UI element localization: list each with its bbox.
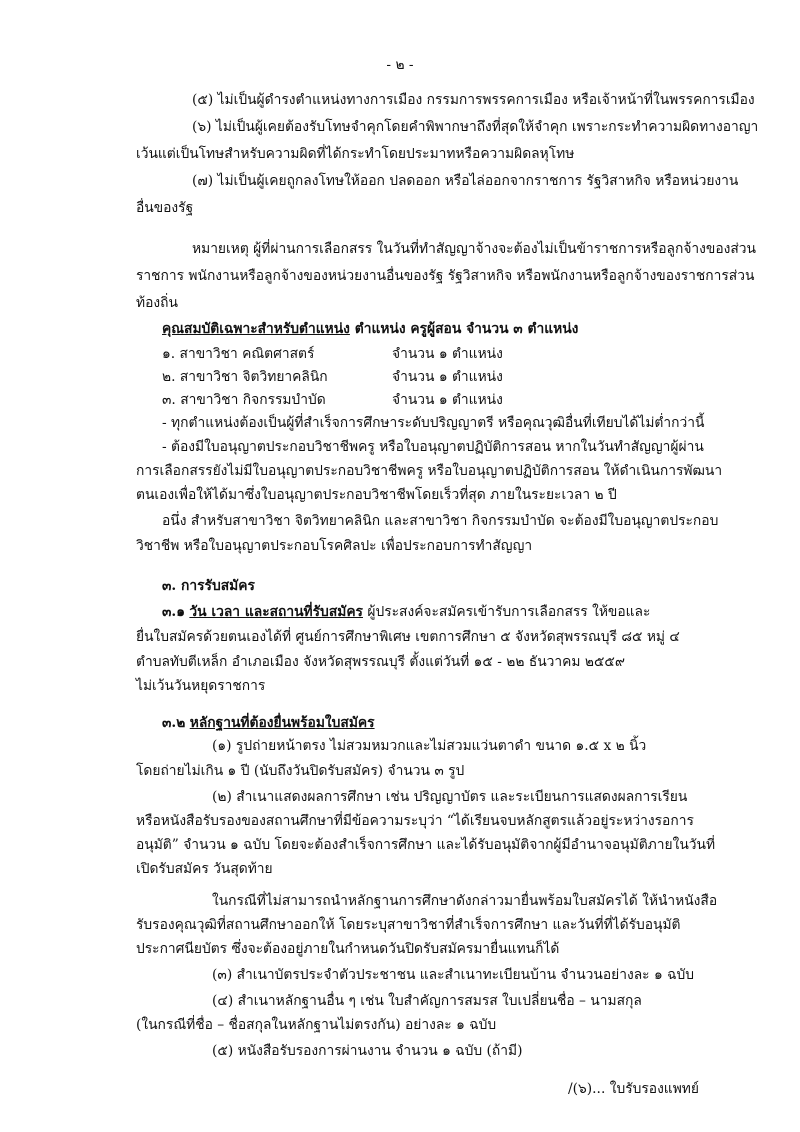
subject-name: ๓. สาขาวิชา กิจกรรมบำบัด <box>162 392 326 408</box>
specific-qualification-heading <box>162 320 578 338</box>
document-item-2-line-1: (๒) สำเนาแสดงผลการศึกษา เช่น ปริญญาบัตร และระเบียนการแสดงผลการเรียน <box>212 789 688 805</box>
subject-count: จำนวน ๑ ตำแหน่ง <box>392 346 503 362</box>
section-3-1-title: วัน เวลา และสถานที่รับสมัคร <box>189 604 363 620</box>
document-item-2-line-3: อนุมัติ” จำนวน ๑ ฉบับ โดยจะต้องสำเร็จการศึกษา และได้รับอนุมัติจากผู้มีอำนาจอนุมัติภายในวันที่ <box>136 837 716 853</box>
continuation-marker: /(๖)... ใบรับรองแพทย์ <box>568 1081 699 1097</box>
qualification-item-6-line-1: (๖) ไม่เป็นผู้เคยต้องรับโทษจำคุกโดยคำพิพากษาถึงที่สุดให้จำคุก เพราะกระทำความผิดทางอาญา <box>192 119 759 135</box>
remark-line-2: ราชการ พนักงานหรือลูกจ้างของหน่วยงานอื่นของรัฐ รัฐวิสาหกิจ หรือพนักงานหรือลูกจ้างของราชการส่วน <box>136 268 755 284</box>
case-note-line-1: ในกรณีที่ไม่สามารถนำหลักฐานการศึกษาดังกล่าวมายื่นพร้อมใบสมัครได้ ให้นำหนังสือ <box>212 893 718 909</box>
requirement-bullet-1: - ทุกตำแหน่งต้องเป็นผู้ที่สำเร็จการศึกษาระดับปริญญาตรี หรือคุณวุฒิอื่นที่เทียบได้ไม่ต่ำกว่านี้ <box>162 415 705 431</box>
section-3-1-line-2: ยื่นใบสมัครด้วยตนเองได้ที่ ศูนย์การศึกษาพิเศษ เขตการศึกษา ๕ จังหวัดสุพรรณบุรี ๘๕ หมู่ ๔ <box>136 629 680 645</box>
requirement-bullet-2-line-2: การเลือกสรรยังไม่มีใบอนุญาตประกอบวิชาชีพครู หรือใบอนุญาตปฏิบัติการสอน ให้ดำเนินการพัฒนา <box>136 463 723 479</box>
page-number: - ๒ - <box>386 57 414 73</box>
qualification-item-5: (๕) ไม่เป็นผู้ดำรงตำแหน่งทางการเมือง กรรมการพรรคการเมือง หรือเจ้าหน้าที่ในพรรคการเมือง <box>192 92 755 108</box>
subject-count: จำนวน ๑ ตำแหน่ง <box>392 369 503 385</box>
requirement-bullet-2-line-1: - ต้องมีใบอนุญาตประกอบวิชาชีพครู หรือใบอนุญาตปฏิบัติการสอน หากในวันทำสัญญาผู้ผ่าน <box>162 439 704 455</box>
subject-name: ๒. สาขาวิชา จิตวิทยาคลินิก <box>162 369 328 385</box>
requirement-bullet-2-line-3: ตนเองเพื่อให้ได้มาซึ่งใบอนุญาตประกอบวิชาชีพโดยเร็วที่สุด ภายในระยะเวลา ๒ ปี <box>136 487 617 503</box>
document-item-5: (๕) หนังสือรับรองการผ่านงาน จำนวน ๑ ฉบับ (ถ้ามี) <box>212 1043 523 1059</box>
subject-name: ๑. สาขาวิชา คณิตศาสตร์ <box>162 346 315 362</box>
license-note-line-2: วิชาชีพ หรือใบอนุญาตประกอบโรคศิลปะ เพื่อประกอบการทำสัญญา <box>136 538 533 554</box>
section-3-1-line-4: ไม่เว้นวันหยุดราชการ <box>136 678 266 694</box>
application-section-heading: ๓. การรับสมัคร <box>162 578 255 594</box>
case-note-line-3: ประกาศนียบัตร ซึ่งจะต้องอยู่ภายในกำหนดวันปิดรับสมัครมายื่นแทนก็ได้ <box>136 941 560 957</box>
section-3-1-text: ผู้ประสงค์จะสมัครเข้ารับการเลือกสรร ให้ขอและ <box>367 604 651 620</box>
section-3-1-line-1 <box>162 603 650 621</box>
document-item-2-line-2: หรือหนังสือรับรองของสถานศึกษาที่มีข้อความระบุว่า “ได้เรียนจบหลักสูตรแล้วอยู่ระหว่างรอการ <box>136 813 694 829</box>
subject-count: จำนวน ๑ ตำแหน่ง <box>392 392 503 408</box>
qualification-item-6-line-2: เว้นแต่เป็นโทษสำหรับความผิดที่ได้กระทำโดยประมาทหรือความผิดลหุโทษ <box>136 146 575 162</box>
specific-heading-rest: ตำแหน่ง ครูผู้สอน จำนวน ๓ ตำแหน่ง <box>354 321 579 337</box>
remark-line-3: ท้องถิ่น <box>136 295 178 311</box>
license-note-line-1: อนึ่ง สำหรับสาขาวิชา จิตวิทยาคลินิก และสาขาวิชา กิจกรรมบำบัด จะต้องมีใบอนุญาตประกอบ <box>162 513 719 529</box>
section-3-1-line-3: ตำบลทับตีเหล็ก อำเภอเมือง จังหวัดสุพรรณบุรี ตั้งแต่วันที่ ๑๕ - ๒๒ ธันวาคม ๒๕๕๙ <box>136 654 625 670</box>
document-item-4-line-2: (ในกรณีที่ชื่อ – ชื่อสกุลในหลักฐานไม่ตรงกัน) อย่างละ ๑ ฉบับ <box>136 1017 497 1033</box>
document-item-1-line-2: โดยถ่ายไม่เกิน ๑ ปี (นับถึงวันปิดรับสมัคร) จำนวน ๓ รูป <box>136 763 465 779</box>
specific-heading-underlined: คุณสมบัติเฉพาะสำหรับตำแหน่ง <box>162 321 350 337</box>
section-3-2-heading <box>162 714 375 732</box>
document-item-2-line-4: เปิดรับสมัคร วันสุดท้าย <box>136 861 273 877</box>
document-item-3: (๓) สำเนาบัตรประจำตัวประชาชน และสำเนาทะเบียนบ้าน จำนวนอย่างละ ๑ ฉบับ <box>212 967 695 983</box>
case-note-line-2: รับรองคุณวุฒิที่สถานศึกษาออกให้ โดยระบุสาขาวิชาที่สำเร็จการศึกษา และวันที่ที่ได้รับอนุมัติ <box>136 917 681 933</box>
document-item-1-line-1: (๑) รูปถ่ายหน้าตรง ไม่สวมหมวกและไม่สวมแว่นตาดำ ขนาด ๑.๕ x ๒ นิ้ว <box>212 738 647 754</box>
document-item-4-line-1: (๔) สำเนาหลักฐานอื่น ๆ เช่น ใบสำคัญการสมรส ใบเปลี่ยนชื่อ – นามสกุล <box>212 993 642 1009</box>
section-3-2-number: ๓.๒ <box>162 715 186 731</box>
section-3-2-title: หลักฐานที่ต้องยื่นพร้อมใบสมัคร <box>189 715 375 731</box>
qualification-item-7-line-2: อื่นของรัฐ <box>136 200 194 216</box>
remark-line-1: หมายเหตุ ผู้ที่ผ่านการเลือกสรร ในวันที่ทำสัญญาจ้างจะต้องไม่เป็นข้าราชการหรือลูกจ้างของส่วน <box>192 241 756 257</box>
section-3-1-number: ๓.๑ <box>162 604 185 620</box>
qualification-item-7-line-1: (๗) ไม่เป็นผู้เคยถูกลงโทษให้ออก ปลดออก หรือไล่ออกจากราชการ รัฐวิสาหกิจ หรือหน่วยงาน <box>192 173 739 189</box>
